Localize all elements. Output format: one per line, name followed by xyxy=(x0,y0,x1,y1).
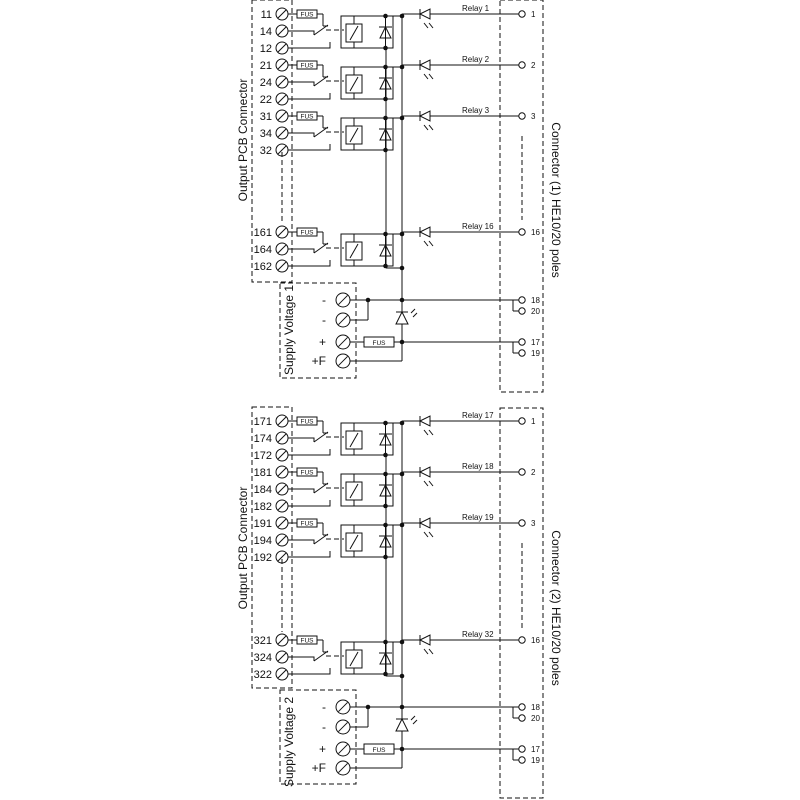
screw-slot xyxy=(278,78,286,86)
terminal-number: 191 xyxy=(253,518,272,530)
junction-dot xyxy=(383,116,388,121)
relay-label: Relay 32 xyxy=(462,630,494,639)
relay-label: Relay 1 xyxy=(462,4,490,13)
output-pcb-connector-label: Output PCB Connector xyxy=(236,486,250,610)
status-led xyxy=(420,227,430,237)
terminal-number: 34 xyxy=(259,128,272,140)
supply-led xyxy=(396,719,408,731)
led-ray xyxy=(429,649,433,654)
connector-pin xyxy=(519,715,525,721)
terminal-number: 24 xyxy=(259,77,272,89)
fuse-label: FUS xyxy=(300,11,314,19)
screw-slot xyxy=(278,112,286,120)
pin-number: 1 xyxy=(531,417,536,426)
connector-pin xyxy=(519,308,525,314)
screw-slot xyxy=(338,295,347,304)
led-ray xyxy=(429,125,433,130)
status-led xyxy=(420,9,430,19)
pin-number: 17 xyxy=(531,338,540,347)
he10-connector-label: Connector (2) HE10/20 poles xyxy=(549,530,563,686)
contact-wire xyxy=(308,449,330,455)
terminal-number: 321 xyxy=(253,635,272,647)
connector-pin xyxy=(519,62,525,68)
terminal-number: 32 xyxy=(259,145,272,157)
connector-pin xyxy=(519,297,525,303)
status-led xyxy=(420,467,430,477)
supply-sign: + xyxy=(318,742,326,756)
connector-pin xyxy=(519,113,525,119)
screw-slot xyxy=(278,95,286,103)
relay-label: Relay 2 xyxy=(462,55,490,64)
fuse-label: FUS xyxy=(300,229,314,237)
pin-number: 1 xyxy=(531,10,536,19)
fuse-label: FUS xyxy=(300,113,314,121)
output-pcb-connector-box xyxy=(252,0,292,282)
screw-slot xyxy=(338,315,347,324)
fuse-label: FUS xyxy=(372,747,386,754)
terminal-number: 22 xyxy=(259,94,272,106)
screw-slot xyxy=(278,10,286,18)
led-ray xyxy=(424,125,428,130)
connector-pin xyxy=(519,637,525,643)
relay-channel xyxy=(260,106,536,157)
pin-number: 19 xyxy=(531,349,540,358)
supply-sign: - xyxy=(322,700,326,714)
led-ray xyxy=(429,23,433,28)
junction-dot xyxy=(383,472,388,477)
terminal-number: 172 xyxy=(253,450,272,462)
supply-sign: - xyxy=(322,313,326,327)
relay-channel xyxy=(254,411,536,462)
screw-slot xyxy=(278,636,286,644)
status-led xyxy=(420,60,430,70)
screw-slot xyxy=(278,434,286,442)
junction-dot xyxy=(383,555,388,560)
connector-pin xyxy=(519,757,525,763)
screw-slot xyxy=(338,337,347,346)
screw-slot xyxy=(338,744,347,753)
status-led xyxy=(420,635,430,645)
terminal-number: 14 xyxy=(259,26,272,38)
supply-sign: + xyxy=(318,335,326,349)
contact-wire xyxy=(308,489,314,493)
screw-slot xyxy=(278,519,286,527)
led-ray xyxy=(411,309,415,313)
led-ray xyxy=(429,532,433,537)
junction-dot xyxy=(383,504,388,509)
junction-dot xyxy=(383,148,388,153)
fuse-label: FUS xyxy=(300,62,314,70)
junction-dot xyxy=(383,640,388,645)
supply-sign: - xyxy=(322,293,326,307)
screw-slot xyxy=(278,228,286,236)
pin-number: 18 xyxy=(531,703,540,712)
screw-slot xyxy=(278,417,286,425)
contact-wire xyxy=(308,82,314,86)
led-ray xyxy=(424,532,428,537)
relay-block-1 xyxy=(236,0,563,392)
pin-number: 20 xyxy=(531,714,540,723)
fuse-label: FUS xyxy=(300,469,314,477)
fuse-label: FUS xyxy=(372,340,386,347)
screw-slot xyxy=(278,44,286,52)
terminal-number: 181 xyxy=(253,467,272,479)
connector-pin xyxy=(519,11,525,17)
junction-dot xyxy=(383,672,388,677)
supply-voltage-label: Supply Voltage 2 xyxy=(282,696,296,788)
terminal-number: 322 xyxy=(253,669,272,681)
supply-section xyxy=(312,293,541,368)
terminal-number: 182 xyxy=(253,501,272,513)
contact-wire xyxy=(308,438,314,442)
led-ray xyxy=(429,430,433,435)
led-ray xyxy=(413,720,417,724)
pin-number: 2 xyxy=(531,61,536,70)
relay-channel xyxy=(260,4,536,55)
led-ray xyxy=(424,649,428,654)
pin-number: 19 xyxy=(531,756,540,765)
supply-sign: +F xyxy=(311,761,326,775)
relay-label: Relay 16 xyxy=(462,222,494,231)
screw-slot xyxy=(338,763,347,772)
relay-channel xyxy=(260,55,536,106)
contact-wire xyxy=(308,93,330,99)
terminal-number: 31 xyxy=(259,111,272,123)
led-ray xyxy=(429,481,433,486)
supply-sign: +F xyxy=(311,354,326,368)
contact-wire xyxy=(308,31,314,35)
connector-pin xyxy=(519,746,525,752)
junction-dot xyxy=(383,421,388,426)
contact-wire xyxy=(308,657,314,661)
screw-slot xyxy=(278,245,286,253)
led-ray xyxy=(424,481,428,486)
pin-number: 20 xyxy=(531,307,540,316)
junction-dot xyxy=(383,264,388,269)
relay-label: Relay 18 xyxy=(462,462,494,471)
terminal-number: 174 xyxy=(253,433,272,445)
pin-number: 3 xyxy=(531,519,536,528)
led-ray xyxy=(411,716,415,720)
screw-slot xyxy=(338,722,347,731)
status-led xyxy=(420,416,430,426)
contact-wire xyxy=(308,249,314,253)
contact-wire xyxy=(308,42,330,48)
terminal-number: 171 xyxy=(253,416,272,428)
contact-wire xyxy=(308,551,330,557)
relay-label: Relay 17 xyxy=(462,411,494,420)
relay-label: Relay 19 xyxy=(462,513,494,522)
screw-slot xyxy=(338,356,347,365)
terminal-number: 161 xyxy=(253,227,272,239)
screw-slot xyxy=(278,262,286,270)
fuse-label: FUS xyxy=(300,637,314,645)
junction-dot xyxy=(383,65,388,70)
connector-pin xyxy=(519,704,525,710)
junction-dot xyxy=(383,523,388,528)
led-ray xyxy=(429,74,433,79)
junction-dot xyxy=(383,97,388,102)
screw-slot xyxy=(278,653,286,661)
he10-connector-label: Connector (1) HE10/20 poles xyxy=(549,122,563,278)
led-ray xyxy=(429,241,433,246)
pin-number: 3 xyxy=(531,112,536,121)
screw-slot xyxy=(278,61,286,69)
terminal-number: 324 xyxy=(253,652,272,664)
led-ray xyxy=(424,241,428,246)
status-led xyxy=(420,518,430,528)
output-pcb-connector-label: Output PCB Connector xyxy=(236,78,250,202)
junction-dot xyxy=(400,674,405,679)
supply-led xyxy=(396,312,408,324)
terminal-number: 184 xyxy=(253,484,272,496)
terminal-number: 21 xyxy=(259,60,272,72)
screw-slot xyxy=(278,27,286,35)
screw-slot xyxy=(278,468,286,476)
contact-wire xyxy=(308,500,330,506)
fuse-label: FUS xyxy=(300,418,314,426)
terminal-number: 192 xyxy=(253,552,272,564)
terminal-number: 162 xyxy=(253,261,272,273)
contact-wire xyxy=(308,540,314,544)
connector-pin xyxy=(519,418,525,424)
contact-wire xyxy=(308,260,330,266)
junction-dot xyxy=(383,14,388,19)
screw-slot xyxy=(278,502,286,510)
led-ray xyxy=(424,23,428,28)
connector-pin xyxy=(519,229,525,235)
connector-pin xyxy=(519,339,525,345)
connector-pin xyxy=(519,520,525,526)
junction-dot xyxy=(400,266,405,271)
junction-dot xyxy=(383,453,388,458)
led-ray xyxy=(424,74,428,79)
relay-channel xyxy=(254,513,536,564)
relay-block-2 xyxy=(236,407,563,798)
supply-section xyxy=(312,700,541,775)
contact-wire xyxy=(308,133,314,137)
led-ray xyxy=(413,313,417,317)
contact-wire xyxy=(308,144,330,150)
screw-slot xyxy=(278,670,286,678)
terminal-number: 12 xyxy=(259,43,272,55)
terminal-number: 11 xyxy=(260,9,272,21)
connector-pin xyxy=(519,469,525,475)
relay-channel xyxy=(254,222,541,273)
screw-slot xyxy=(278,451,286,459)
connector-pin xyxy=(519,350,525,356)
screw-slot xyxy=(278,536,286,544)
terminal-number: 194 xyxy=(253,535,272,547)
contact-wire xyxy=(308,668,330,674)
supply-voltage-label: Supply Voltage 1 xyxy=(282,284,296,376)
relay-channel xyxy=(254,630,541,681)
terminal-number: 164 xyxy=(253,244,272,256)
pin-number: 17 xyxy=(531,745,540,754)
status-led xyxy=(420,111,430,121)
pin-number: 2 xyxy=(531,468,536,477)
screw-slot xyxy=(338,702,347,711)
junction-dot xyxy=(383,232,388,237)
relay-channel xyxy=(254,462,536,513)
relay-label: Relay 3 xyxy=(462,106,490,115)
pin-number: 18 xyxy=(531,296,540,305)
pin-number: 16 xyxy=(531,636,540,645)
led-ray xyxy=(424,430,428,435)
fuse-label: FUS xyxy=(300,520,314,528)
supply-sign: - xyxy=(322,720,326,734)
screw-slot xyxy=(278,485,286,493)
junction-dot xyxy=(383,46,388,51)
screw-slot xyxy=(278,129,286,137)
pin-number: 16 xyxy=(531,228,540,237)
